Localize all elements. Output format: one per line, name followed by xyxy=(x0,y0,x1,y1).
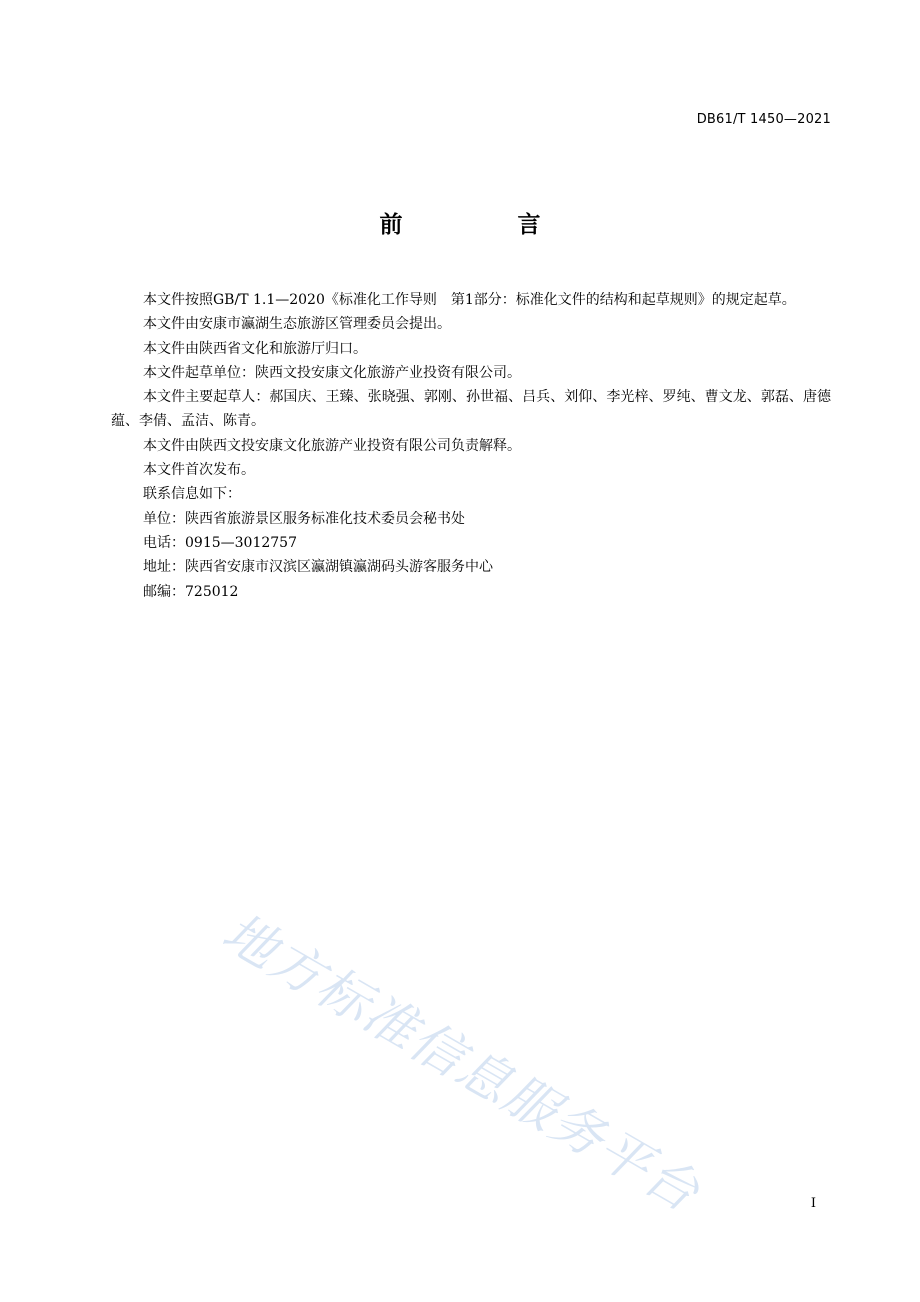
foreword-body xyxy=(111,288,831,604)
paragraph-proposer: 本文件由安康市瀛湖生态旅游区管理委员会提出。 xyxy=(143,316,451,333)
paragraph-contact-phone: 电话：0915—3012757 xyxy=(143,534,297,551)
paragraph-first-release: 本文件首次发布。 xyxy=(143,462,255,479)
watermark: 地方标准信息服务平台 xyxy=(212,902,710,1225)
paragraph-main-drafters: 本文件主要起草人：郝国庆、王臻、张晓强、郭刚、孙世福、吕兵、刘仰、李光梓、罗纯、曹文龙、郭磊、唐德蕴、李倩、孟洁、陈青。 xyxy=(111,389,831,430)
paragraph-contact-address: 地址：陕西省安康市汉滨区瀛湖镇瀛湖码头游客服务中心 xyxy=(143,559,493,576)
paragraph-drafting-basis: 本文件按照GB/T 1.1—2020《标准化工作导则 第1部分：标准化文件的结构和起草规则》的规定起草。 xyxy=(143,292,796,308)
document-code: DB61/T 1450—2021 xyxy=(696,112,831,127)
paragraph-contact-heading: 联系信息如下： xyxy=(143,486,241,503)
paragraph-contact-unit: 单位：陕西省旅游景区服务标准化技术委员会秘书处 xyxy=(143,510,465,527)
page-title: 前 言 xyxy=(379,212,587,238)
paragraph-contact-postcode: 邮编：725012 xyxy=(143,583,239,600)
paragraph-drafting-unit: 本文件起草单位：陕西文投安康文化旅游产业投资有限公司。 xyxy=(143,364,521,381)
paragraph-centralized-unit: 本文件由陕西省文化和旅游厅归口。 xyxy=(143,340,367,357)
page-number: I xyxy=(810,1196,816,1211)
paragraph-interpretation: 本文件由陕西文投安康文化旅游产业投资有限公司负责解释。 xyxy=(143,437,521,454)
